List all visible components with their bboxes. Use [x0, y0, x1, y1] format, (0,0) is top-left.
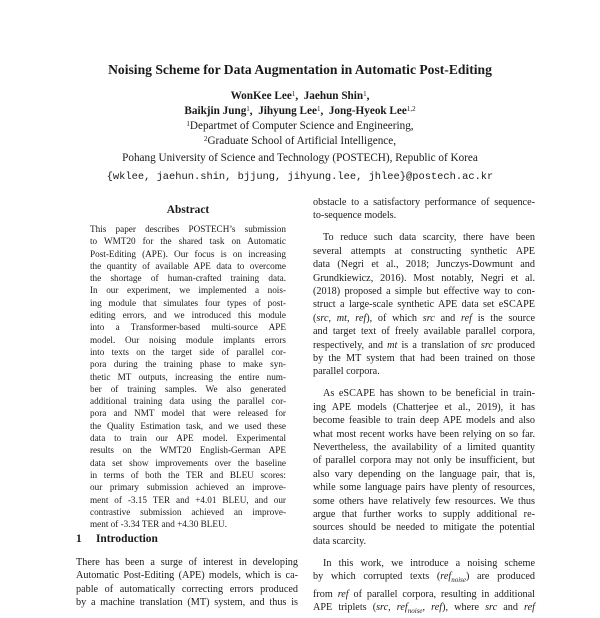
text-line: the Quality Estimation task, and we used these [90, 420, 286, 431]
affiliation-2-marker: 2 [203, 135, 208, 143]
text-line: the quantity of available APE data to overcome [90, 260, 286, 271]
text-line: In this work, we introduce a noising scheme [323, 557, 535, 569]
introduction-body [76, 556, 298, 610]
text-line: To reduce such data scarcity, there have been [323, 232, 535, 244]
text-line: (2018) proposed a simple but effective way to con- [313, 285, 535, 297]
text-line: obstacle to a satisfactory performance of sequence- [313, 197, 535, 208]
text-line: data to train our APE model. Experimental [90, 433, 286, 444]
paragraph-this-work [313, 557, 535, 618]
text-line: by a machine translation (MT) system, and thus is [76, 597, 298, 609]
text-line: become feasible to train deep APE models and also [313, 415, 535, 427]
author-affiliation-marker: 1 [363, 90, 367, 98]
text-line: by the MT system that had been trained on those [313, 352, 535, 364]
text-line: from ref of parallel corpora, resulting in additional [313, 588, 535, 600]
text-line: some others have relatively few resources. We thus [313, 495, 535, 507]
text-line: There has been a surge of interest in developing [76, 557, 298, 568]
text-line: argue that further works to supply additional re- [313, 508, 535, 520]
text-line: ing APE models (Chatterjee et al., 2019), it has [313, 401, 535, 413]
text-line: by which corrupted texts (ref$_{noise}$) are produced [313, 571, 535, 585]
text-line: struct a large-scale synthetic APE data set eSCAPE [313, 299, 535, 311]
text-line: several attempts at constructing synthetic APE [313, 245, 535, 257]
text-line: in terms of both the TER and BLEU scores: [90, 469, 286, 480]
affiliation-3 [0, 150, 600, 166]
author-name: Jaehun Shin [303, 90, 364, 102]
abstract-body [90, 223, 286, 530]
text-line: thetic MT outputs, increasing the entire num- [90, 371, 286, 382]
affiliation-1-text: Departmet of Computer Science and Engineering, [189, 120, 414, 132]
author-separator: , [320, 105, 329, 117]
text-line: our primary submission achieved an improve- [90, 482, 286, 493]
right-column-body [313, 196, 535, 618]
author-name: Jong-Hyeok Lee [328, 105, 407, 117]
text-line: also vary depending on the language pair, that is, [313, 468, 535, 480]
paragraph-escape [313, 387, 535, 548]
author-separator: , [366, 90, 370, 102]
text-line: ber of training samples. We also generated [90, 383, 286, 394]
text-line: data scarcity. [313, 535, 367, 547]
text-line: the shortage of human-crafted training data. [90, 273, 286, 284]
author-separator: , [249, 105, 259, 117]
introduction-heading [76, 533, 158, 545]
text-line: results on the WMT20 English-German APE [90, 445, 286, 456]
author-affiliation-marker: 1 [316, 105, 321, 113]
text-line: ing module that simulates four types of post- [90, 297, 286, 308]
text-line: pora and NMT model that were released for [90, 408, 286, 419]
text-line: model. Our noising module implants errors [90, 334, 286, 345]
text-line: data (Negri et al., 2018; Junczys-Dowmunt and [313, 259, 535, 271]
author-name: Baikjin Jung [184, 105, 247, 117]
text-line: and target text of freely available parallel corpora, [313, 326, 535, 338]
author-affiliation-marker: 1 [291, 90, 296, 98]
text-line: As eSCAPE has shown to be beneficial in train- [323, 388, 535, 400]
text-line: ment of -3.15 TER and +4.01 BLEU, and our [90, 494, 286, 505]
text-line: ment of -3.34 TER and +4.30 BLEU. [90, 519, 227, 530]
affiliation-3-text: Pohang University of Science and Technology (POSTECH), Republic of Korea [122, 152, 478, 164]
author-name: WonKee Lee [230, 90, 292, 102]
paragraph-continuation [313, 196, 535, 223]
text-line: Post-Editing (APE). Our focus is on increasing [90, 248, 286, 259]
text-line: of parallel corpora may not only be insufficient, but [313, 455, 535, 467]
text-line: respectively, and mt is a translation of src produced [313, 339, 536, 351]
text-line: parallel corpora. [313, 366, 380, 378]
author-separator: , [295, 90, 304, 102]
text-line: while some language pairs have plenty of resources, [313, 482, 535, 494]
affiliation-2-text: Graduate School of Artificial Intelligence, [207, 135, 397, 147]
author-line-2 [0, 103, 600, 119]
text-line: additional training data using the parallel cor- [90, 396, 286, 407]
abstract-heading: Abstract [166, 204, 210, 216]
text-line: In our experiment, we implemented a nois- [90, 285, 286, 296]
text-line: pable of automatically correcting errors produced [76, 583, 298, 595]
text-line: contrastive submission achieved an improve- [90, 506, 286, 517]
author-affiliation-marker: 1 [246, 105, 250, 113]
text-line: to-sequence models. [313, 210, 397, 222]
text-line: sources should be needed to mitigate the potential [313, 522, 535, 534]
author-name: Jihyung Lee [258, 105, 317, 117]
text-line: editing errors, and we introduced this module [90, 310, 286, 321]
section-title: Introduction [96, 533, 158, 545]
paragraph-data-scarcity [313, 231, 535, 378]
author-affiliation-marker: 1,2 [406, 105, 416, 113]
paper-title: Noising Scheme for Data Augmentation in Automatic Post-Editing [108, 62, 492, 77]
affiliation-1-marker: 1 [186, 120, 190, 128]
text-line: into texts on the target side of parallel cor- [90, 346, 286, 357]
author-emails: {wklee, jaehun.shin, bjjung, jihyung.lee, jhlee}@postech.ac.kr [106, 171, 494, 183]
affiliation-1 [0, 118, 600, 134]
text-line: Nevertheless, the availability of a limited quantity [313, 441, 535, 453]
text-line: Grundkiewicz, 2016). Most notably, Negri et al. [313, 272, 535, 284]
section-number: 1 [76, 533, 82, 545]
text-line: (src, mt, ref), of which src and ref is the source [313, 312, 536, 324]
text-line: pora during the training phase to make syn- [90, 359, 286, 370]
author-line-1 [0, 88, 600, 104]
affiliation-2 [0, 133, 600, 149]
text-line: what most recent works have been relying on so far. [313, 428, 535, 440]
text-line: data set show improvements over the baseline [90, 457, 286, 468]
text-line: Automatic Post-Editing (APE) models, which is ca- [76, 570, 298, 582]
text-line: into a Transformer-based multi-source APE [90, 322, 286, 333]
text-line: This paper describes POSTECH’s submission [90, 224, 286, 234]
text-line: to WMT20 for the shared task on Automatic [90, 236, 286, 247]
text-line: APE triplets (src, ref$_{noise}$, ref), where src and ref [313, 601, 535, 615]
